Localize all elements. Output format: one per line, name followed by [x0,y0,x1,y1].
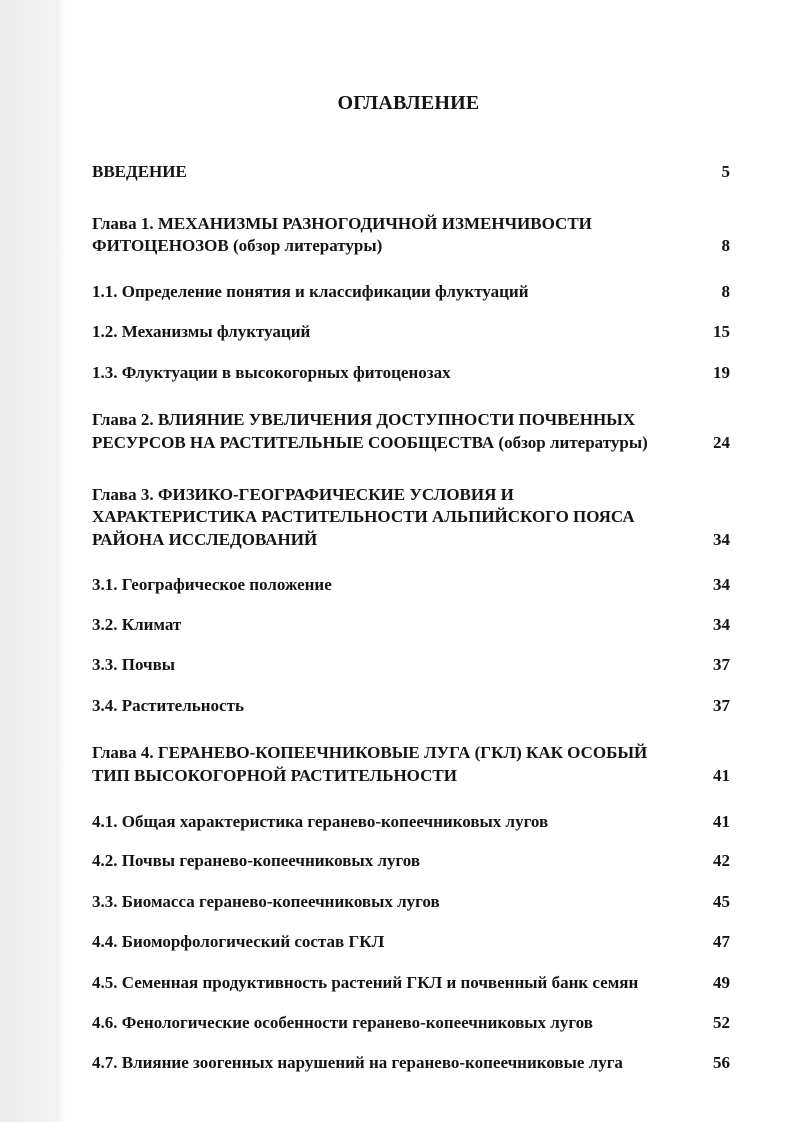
page-number: 34 [713,530,730,549]
page-number: 56 [713,1053,730,1072]
page-number: 41 [713,766,730,785]
chapter-title-line: Глава 4. ГЕРАНЕВО-КОПЕЕЧНИКОВЫЕ ЛУГА (ГКЛ) КАК ОСОБЫЙ [92,743,648,762]
entry-title: 3.1. Географическое положение [92,575,332,594]
chapter-title-line: ФИТОЦЕНОЗОВ (обзор литературы) [92,236,383,255]
page-number: 41 [713,812,730,831]
chapter-title-line: ХАРАКТЕРИСТИКА РАСТИТЕЛЬНОСТИ АЛЬПИЙСКОГО ПОЯСА [92,507,635,526]
page-number: 8 [721,236,730,255]
chapter-title-line: Глава 1. МЕХАНИЗМЫ РАЗНОГОДИЧНОЙ ИЗМЕНЧИВОСТИ [92,214,592,233]
entry-title: 4.4. Биоморфологический состав ГКЛ [92,932,385,951]
entry-title: 3.3. Биомасса геранево-копеечниковых лугов [92,892,440,911]
page-number: 15 [713,322,730,341]
chapter-title-line: Глава 3. ФИЗИКО-ГЕОГРАФИЧЕСКИЕ УСЛОВИЯ И [92,485,514,504]
page-number: 37 [713,696,730,715]
entry-title: 4.1. Общая характеристика геранево-копеечниковых лугов [92,812,549,831]
entry-title: 1.3. Флуктуации в высокогорных фитоценозах [92,363,451,382]
page-number: 19 [713,363,730,382]
page-number: 47 [713,932,730,951]
entry-title: ВВЕДЕНИЕ [92,162,187,181]
entry-title: 4.5. Семенная продуктивность растений ГКЛ и почвенный банк семян [92,973,639,992]
entry-title: 3.2. Климат [92,615,182,634]
page-number: 42 [713,851,730,870]
page-number: 24 [713,433,730,452]
entry-title: 3.3. Почвы [92,655,176,674]
page-number: 34 [713,615,730,634]
entry-title: 3.4. Растительность [92,696,244,715]
chapter-title-line: Глава 2. ВЛИЯНИЕ УВЕЛИЧЕНИЯ ДОСТУПНОСТИ ПОЧВЕННЫХ [92,410,636,429]
entry-title: 4.6. Фенологические особенности геранево-копеечниковых лугов [92,1013,593,1032]
page-number: 34 [713,575,730,594]
chapter-title-line: РАЙОНА ИССЛЕДОВАНИЙ [92,530,318,549]
page-number: 8 [721,282,730,301]
page-title: ОГЛАВЛЕНИЕ [337,92,480,114]
entry-title: 4.7. Влияние зоогенных нарушений на геранево-копеечниковые луга [92,1053,623,1072]
chapter-title-line: РЕСУРСОВ НА РАСТИТЕЛЬНЫЕ СООБЩЕСТВА (обзор литературы) [92,433,648,452]
page-number: 37 [713,655,730,674]
entry-title: 1.1. Определение понятия и классификации флуктуаций [92,282,529,301]
page-number: 45 [713,892,730,911]
entry-title: 4.2. Почвы геранево-копеечниковых лугов [92,851,421,870]
page-number: 5 [721,162,730,181]
chapter-title-line: ТИП ВЫСОКОГОРНОЙ РАСТИТЕЛЬНОСТИ [92,766,457,785]
page-number: 49 [713,973,730,992]
entry-title: 1.2. Механизмы флуктуаций [92,322,311,341]
page-number: 52 [713,1013,730,1032]
